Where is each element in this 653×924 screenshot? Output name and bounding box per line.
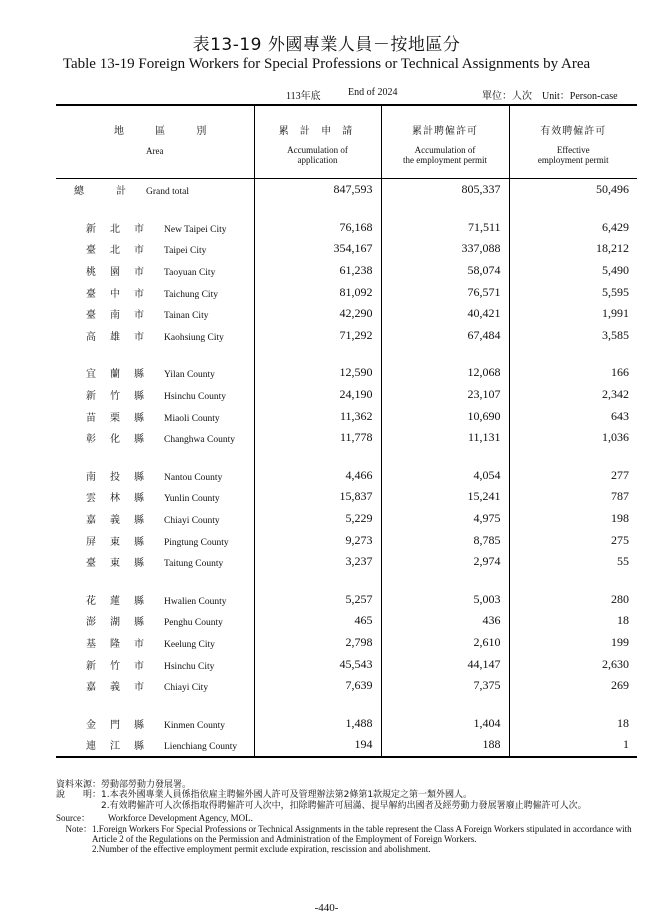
area-name-english: Kinmen County (164, 720, 225, 731)
table-row (56, 465, 637, 487)
area-name-chinese: 連江縣 (86, 741, 144, 753)
accumulated-application-value: 45,543 (254, 653, 381, 675)
area-name-chinese: 臺南市 (86, 310, 144, 322)
area-name-english: Changhwa County (164, 435, 235, 446)
accumulated-application-value: 9,273 (254, 529, 381, 551)
table-row (56, 632, 637, 654)
spacer-row (56, 573, 637, 589)
note-english-1-text: 1.Foreign Workers For Special Professions or Technical Assignments in the table represent the Class A Foreign Workers stipulated in accordance with Article 2 of the Regulations on the Permission and Administration of the Employment of Foreign Workers. (92, 823, 632, 845)
area-cell (56, 238, 254, 260)
header-effective-permit (509, 105, 637, 179)
header-col1-english-line2: application (297, 155, 338, 165)
accumulated-permit-value: 23,107 (381, 384, 509, 406)
area-name-english: Yilan County (164, 370, 215, 381)
area-name-english: Nantou County (164, 472, 223, 483)
effective-permit-value: 6,429 (509, 217, 637, 239)
table-row (56, 179, 637, 201)
effective-permit-value: 643 (509, 405, 637, 427)
accumulated-permit-value: 188 (381, 734, 509, 757)
table-row (56, 529, 637, 551)
accumulated-permit-value: 11,131 (381, 427, 509, 449)
accumulated-permit-value: 67,484 (381, 325, 509, 347)
area-cell (56, 551, 254, 573)
table-row (56, 238, 637, 260)
area-name-english: Pingtung County (164, 537, 229, 548)
accumulated-permit-value: 5,003 (381, 589, 509, 611)
area-name-english: Yunlin County (164, 494, 220, 505)
note-english-1 (56, 824, 648, 845)
effective-permit-value: 5,595 (509, 281, 637, 303)
source-chinese-label: 資料來源： (56, 780, 102, 790)
accumulated-application-value: 24,190 (254, 384, 381, 406)
area-name-chinese: 南投縣 (86, 471, 144, 483)
accumulated-application-value: 465 (254, 610, 381, 632)
area-name-english: Tainan City (164, 311, 209, 322)
area-name-english: Miaoli County (164, 413, 220, 424)
effective-permit-value: 1 (509, 734, 637, 757)
accumulated-permit-value: 1,404 (381, 712, 509, 734)
spacer-row (56, 449, 637, 465)
source-english (56, 813, 648, 823)
accumulated-permit-value: 8,785 (381, 529, 509, 551)
area-name-chinese: 臺北市 (86, 245, 144, 257)
accumulated-application-value: 15,837 (254, 486, 381, 508)
table-row (56, 551, 637, 573)
accumulated-application-value: 5,229 (254, 508, 381, 530)
area-cell (56, 632, 254, 654)
table-row (56, 734, 637, 757)
header-accumulated-permit (381, 105, 509, 179)
accumulated-application-value: 4,466 (254, 465, 381, 487)
area-name-english: Grand total (146, 187, 190, 198)
accumulated-application-value: 71,292 (254, 325, 381, 347)
effective-permit-value: 199 (509, 632, 637, 654)
accumulated-permit-value: 44,147 (381, 653, 509, 675)
accumulated-permit-value: 76,571 (381, 281, 509, 303)
accumulated-permit-value: 58,074 (381, 260, 509, 282)
header-col2-english-line2: the employment permit (403, 155, 487, 165)
effective-permit-value: 269 (509, 675, 637, 697)
table-row (56, 405, 637, 427)
table-row (56, 508, 637, 530)
header-col3-chinese: 有效聘僱許可 (540, 126, 607, 137)
area-name-english: Lienchiang County (164, 742, 238, 753)
area-name-english: Taitung County (164, 559, 224, 570)
accumulated-application-value: 3,237 (254, 551, 381, 573)
accumulated-application-value: 1,488 (254, 712, 381, 734)
area-cell (56, 303, 254, 325)
area-cell (56, 260, 254, 282)
area-name-chinese: 彰化縣 (86, 434, 144, 446)
accumulated-application-value: 42,290 (254, 303, 381, 325)
source-english-label: Source： (56, 813, 90, 824)
area-cell (56, 589, 254, 611)
period-label-english: End of 2024 (348, 87, 398, 98)
accumulated-permit-value: 337,088 (381, 238, 509, 260)
note-english-2 (56, 844, 648, 854)
note-english-2-text: 2.Number of the effective employment permit exclude expiration, rescission and abolishment. (92, 844, 431, 855)
header-col3-english-line2: employment permit (537, 155, 609, 165)
effective-permit-value: 2,342 (509, 384, 637, 406)
accumulated-application-value: 194 (254, 734, 381, 757)
table-row (56, 486, 637, 508)
foreign-workers-table (56, 104, 637, 758)
area-name-chinese: 基隆市 (86, 638, 144, 650)
accumulated-permit-value: 15,241 (381, 486, 509, 508)
table-row (56, 712, 637, 734)
table-row (56, 260, 637, 282)
source-chinese-text: 勞動部勞動力發展署。 (101, 780, 192, 790)
effective-permit-value: 18 (509, 610, 637, 632)
effective-permit-value: 166 (509, 362, 637, 384)
note-chinese-2 (56, 801, 648, 811)
area-name-english: Keelung City (164, 639, 215, 650)
table-row (56, 589, 637, 611)
header-col2-chinese: 累計聘僱許可 (412, 126, 478, 137)
effective-permit-value: 2,630 (509, 653, 637, 675)
area-name-chinese: 嘉義市 (86, 682, 144, 694)
effective-permit-value: 1,036 (509, 427, 637, 449)
accumulated-permit-value: 2,610 (381, 632, 509, 654)
header-col1-chinese: 累 計 申 請 (278, 126, 357, 137)
accumulated-permit-value: 40,421 (381, 303, 509, 325)
area-name-chinese: 臺東縣 (86, 558, 144, 570)
effective-permit-value: 18 (509, 712, 637, 734)
area-name-chinese: 總計 (74, 186, 126, 198)
accumulated-application-value: 11,778 (254, 427, 381, 449)
header-area-english: Area (146, 146, 164, 156)
area-name-english: Taoyuan City (164, 268, 216, 279)
accumulated-permit-value: 4,975 (381, 508, 509, 530)
area-name-chinese: 新竹縣 (86, 391, 144, 403)
area-name-english: Chiayi County (164, 516, 220, 527)
accumulated-application-value: 5,257 (254, 589, 381, 611)
area-cell (56, 508, 254, 530)
area-cell (56, 653, 254, 675)
area-cell (56, 465, 254, 487)
header-area (56, 105, 254, 179)
area-name-chinese: 雲林縣 (86, 493, 144, 505)
area-cell (56, 325, 254, 347)
area-cell (56, 217, 254, 239)
effective-permit-value: 277 (509, 465, 637, 487)
area-name-english: Hwalien County (164, 596, 227, 607)
note-chinese-1 (56, 790, 648, 800)
area-name-chinese: 桃園市 (86, 267, 144, 279)
area-name-chinese: 新北市 (86, 223, 144, 235)
area-name-chinese: 臺中市 (86, 288, 144, 300)
header-accumulated-application (254, 105, 381, 179)
table-title-english: Table 13-19 Foreign Workers for Special Professions or Technical Assignments by Area (62, 56, 591, 72)
table-row (56, 427, 637, 449)
area-cell (56, 281, 254, 303)
accumulated-application-value: 7,639 (254, 675, 381, 697)
accumulated-application-value: 847,593 (254, 179, 381, 201)
page-number: -440- (314, 902, 339, 914)
note-english-label: Note： (65, 823, 92, 834)
effective-permit-value: 55 (509, 551, 637, 573)
unit-label: 單位：人次 Unit：Person-case (482, 91, 618, 102)
table-row (56, 362, 637, 384)
accumulated-application-value: 354,167 (254, 238, 381, 260)
effective-permit-value: 275 (509, 529, 637, 551)
area-cell (56, 610, 254, 632)
area-cell (56, 734, 254, 757)
area-cell (56, 179, 254, 201)
accumulated-application-value: 81,092 (254, 281, 381, 303)
accumulated-application-value: 11,362 (254, 405, 381, 427)
header-col2-english-line1: Accumulation of (414, 145, 476, 155)
table-title-chinese: 表13-19 外國專業人員－按地區分 (192, 35, 461, 55)
accumulated-permit-value: 4,054 (381, 465, 509, 487)
area-cell (56, 427, 254, 449)
note-chinese-2-text: 2.有效聘僱許可人次係指取得聘僱許可人次中，扣除聘僱許可屆滿、提早解約出國者及經勞動力發展署廢止聘僱許可人次。 (101, 800, 587, 811)
spacer-row (56, 696, 637, 712)
area-cell (56, 384, 254, 406)
accumulated-permit-value: 10,690 (381, 405, 509, 427)
table-row (56, 384, 637, 406)
accumulated-permit-value: 12,068 (381, 362, 509, 384)
area-name-chinese: 澎湖縣 (86, 617, 144, 629)
area-name-english: Kaohsiung City (164, 332, 224, 343)
source-english-text: Workforce Development Agency, MOL. (108, 813, 253, 824)
area-cell (56, 712, 254, 734)
accumulated-application-value: 76,168 (254, 217, 381, 239)
area-name-english: New Taipei City (164, 224, 227, 235)
note-chinese-1-text: 1.本表外國專業人員係指依雇主聘僱外國人許可及管理辦法第2條第1款規定之第一類外國人。 (101, 790, 473, 801)
table-row (56, 610, 637, 632)
area-name-chinese: 宜蘭縣 (86, 369, 144, 381)
area-cell (56, 675, 254, 697)
area-cell (56, 405, 254, 427)
table-row (56, 281, 637, 303)
period-label-chinese: 113年底 (286, 91, 321, 102)
accumulated-application-value: 2,798 (254, 632, 381, 654)
table-body (56, 179, 637, 757)
note-chinese-label: 說 明： (56, 790, 102, 801)
accumulated-permit-value: 805,337 (381, 179, 509, 201)
area-name-chinese: 新竹市 (86, 660, 144, 672)
header-col3-english-line1: Effective (556, 145, 590, 155)
area-name-chinese: 金門縣 (86, 719, 144, 731)
table-row (56, 303, 637, 325)
effective-permit-value: 280 (509, 589, 637, 611)
area-name-chinese: 屏東縣 (86, 536, 144, 548)
area-name-english: Chiayi City (164, 683, 209, 694)
accumulated-permit-value: 7,375 (381, 675, 509, 697)
effective-permit-value: 3,585 (509, 325, 637, 347)
table-header-row (56, 105, 637, 179)
area-name-chinese: 花蓮縣 (86, 595, 144, 607)
table-notes (56, 780, 648, 855)
effective-permit-value: 18,212 (509, 238, 637, 260)
accumulated-permit-value: 71,511 (381, 217, 509, 239)
area-name-english: Hsinchu County (164, 392, 227, 403)
table-row (56, 653, 637, 675)
effective-permit-value: 50,496 (509, 179, 637, 201)
table-row (56, 217, 637, 239)
area-cell (56, 486, 254, 508)
table-row (56, 325, 637, 347)
effective-permit-value: 198 (509, 508, 637, 530)
table-row (56, 675, 637, 697)
area-name-english: Taipei City (164, 246, 207, 257)
effective-permit-value: 1,991 (509, 303, 637, 325)
area-cell (56, 529, 254, 551)
header-col1-english-line1: Accumulation of (287, 145, 348, 155)
accumulated-application-value: 61,238 (254, 260, 381, 282)
accumulated-permit-value: 2,974 (381, 551, 509, 573)
effective-permit-value: 787 (509, 486, 637, 508)
area-name-english: Hsinchu City (164, 661, 215, 672)
area-name-english: Taichung City (164, 289, 218, 300)
spacer-row (56, 346, 637, 362)
area-name-english: Penghu County (164, 618, 223, 629)
area-cell (56, 362, 254, 384)
spacer-row (56, 201, 637, 217)
accumulated-permit-value: 436 (381, 610, 509, 632)
area-name-chinese: 高雄市 (86, 331, 144, 343)
area-name-chinese: 苗栗縣 (86, 412, 144, 424)
area-name-chinese: 嘉義縣 (86, 515, 144, 527)
source-chinese (56, 780, 648, 790)
header-area-chinese: 地 區 別 (114, 126, 221, 137)
effective-permit-value: 5,490 (509, 260, 637, 282)
accumulated-application-value: 12,590 (254, 362, 381, 384)
